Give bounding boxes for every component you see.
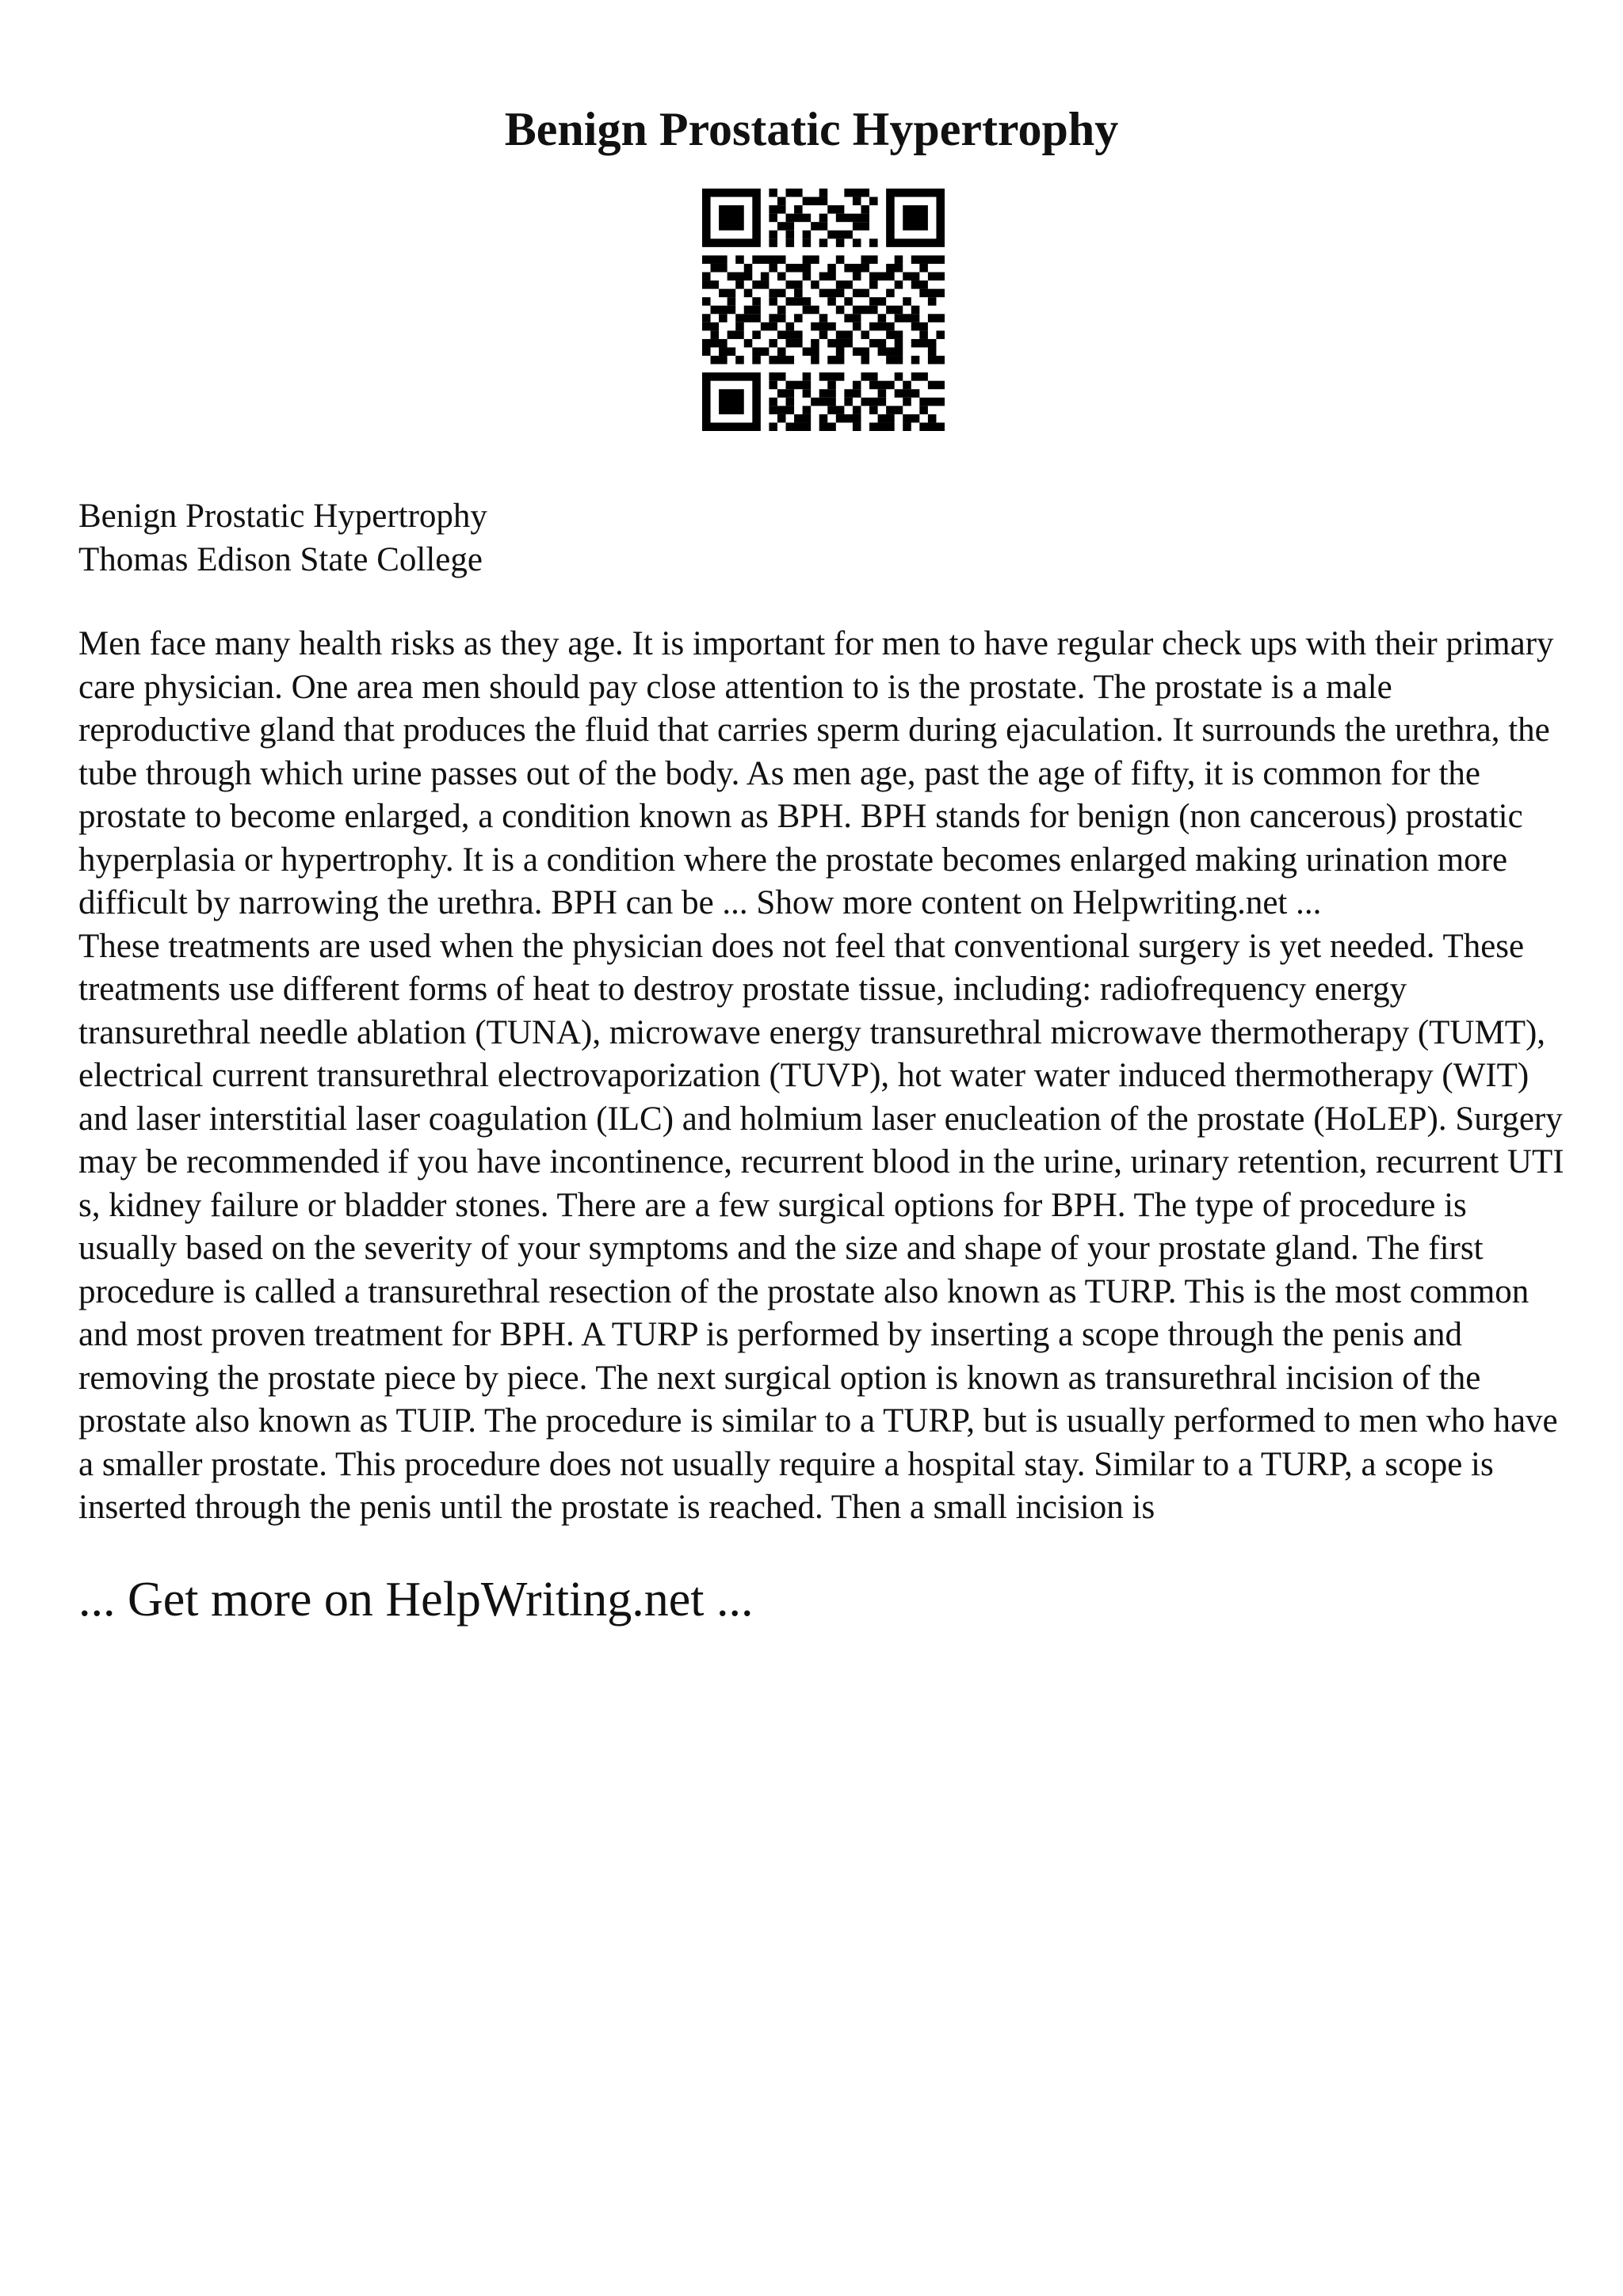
institution-name: Thomas Edison State College <box>78 540 483 578</box>
footer-link[interactable]: ... Get more on HelpWriting.net ... <box>78 1572 754 1627</box>
qr-code-icon <box>702 189 945 431</box>
document-title: Benign Prostatic Hypertrophy <box>504 103 1119 155</box>
qr-code <box>702 189 945 431</box>
body-paragraph-1: Men face many health risks as they age. It is important for men to have regular check ups with their primary care physician. One area men should pay close attention to is the prostate. The prostate is a male reproductive gland that produces the fluid that carries sperm during ejaculation. It surrounds the urethra, the tube through which urine passes out of the body. As men age, past the age of fifty, it is common for the prostate to become enlarged, a condition known as BPH. BPH stands for benign (non cancerous) prostatic hyperplasia or hypertrophy. It is a condition where the prostate becomes enlarged making urination more difficult by narrowing the urethra. BPH can be ... Show more content on Helpwriting.net ... <box>78 625 1554 921</box>
body-paragraph-2: These treatments are used when the physician does not feel that conventional surgery is yet needed. These treatments use different forms of heat to destroy prostate tissue, including: radiofrequency energy transurethral needle ablation (TUNA), microwave energy transurethral microwave thermotherapy (TUMT), electrical current transurethral electrovaporization (TUVP), hot water water induced thermotherapy (WIT) and laser interstitial laser coagulation (ILC) and holmium laser enucleation of the prostate (HoLEP). Surgery may be recommended if you have incontinence, recurrent blood in the urine, urinary retention, recurrent UTI s, kidney failure or bladder stones. There are a few surgical options for BPH. The type of procedure is usually based on the severity of your symptoms and the size and shape of your prostate gland. The first procedure is called a transurethral resection of the prostate also known as TURP. This is the most common and most proven treatment for BPH. A TURP is performed by inserting a scope through the penis and removing the prostate piece by piece. The next surgical option is known as transurethral incision of the prostate also known as TUIP. The procedure is similar to a TURP, but is usually performed to men who have a smaller prostate. This procedure does not usually require a hospital stay. Similar to a TURP, a scope is inserted through the penis until the prostate is reached. Then a small incision is <box>78 927 1564 1526</box>
document-subtitle: Benign Prostatic Hypertrophy <box>78 498 487 535</box>
document-body <box>78 495 1568 1680</box>
